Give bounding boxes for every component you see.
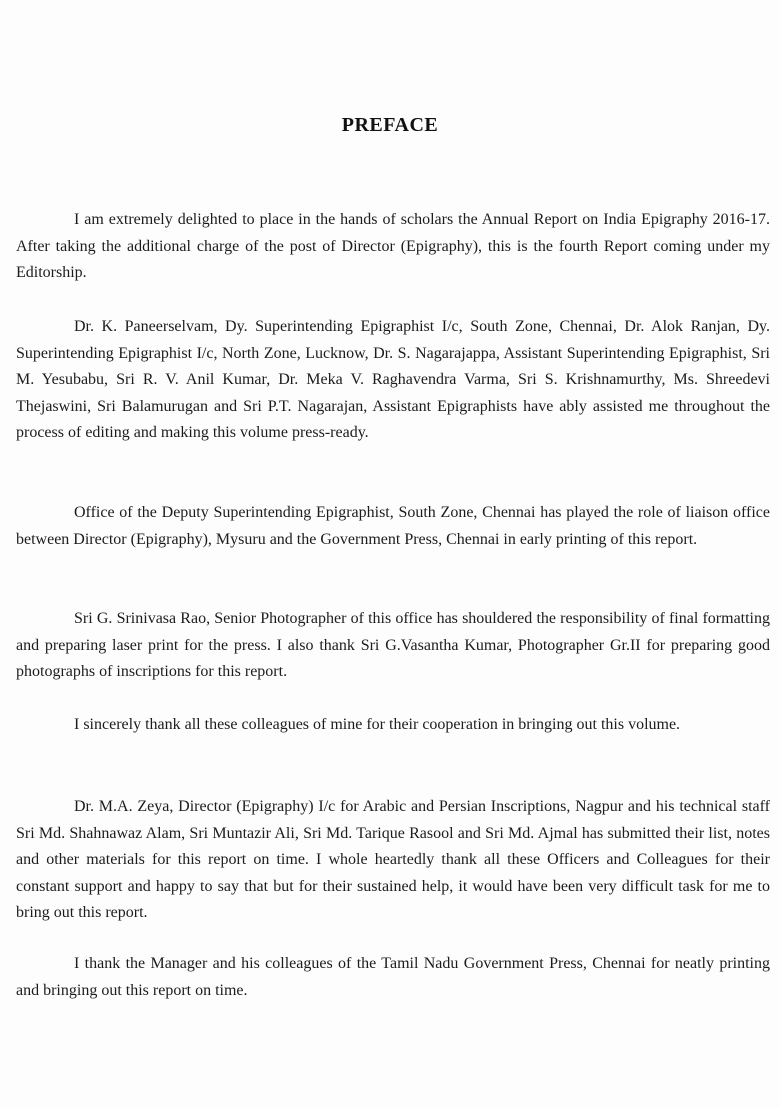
paragraph-liaison-office: Office of the Deputy Superintending Epigraphist, South Zone, Chennai has played the role of liaison office between Director (Epigraphy), Mysuru and the Government Press, Chennai in early printing of this report. <box>16 504 770 548</box>
paragraph-introduction: I am extremely delighted to place in the hands of scholars the Annual Report on India Epigraphy 2016-17. After taking the additional charge of the post of Director (Epigraphy), this is the fourth Report coming under my Editorship. <box>16 211 770 281</box>
paragraph-photographers: Sri G. Srinivasa Rao, Senior Photographer of this office has shouldered the responsibility of final formatting and preparing laser print for the press. I also thank Sri G.Vasantha Kumar, Photographer Gr.II for preparing good photographs of inscriptions for this report. <box>16 610 770 680</box>
paragraph-government-press: I thank the Manager and his colleagues of the Tamil Nadu Government Press, Chennai for neatly printing and bringing out this report on time. <box>16 955 770 999</box>
paragraph-thanks-colleagues: I sincerely thank all these colleagues of mine for their cooperation in bringing out this volume. <box>74 716 681 733</box>
page-title: PREFACE <box>341 114 439 136</box>
paragraph-arabic-persian: Dr. M.A. Zeya, Director (Epigraphy) I/c for Arabic and Persian Inscriptions, Nagpur and his technical staff Sri Md. Shahnawaz Alam, Sri Muntazir Ali, Sri Md. Tarique Rasool and Sri Md. Ajmal has submitted their list, notes and other materials for this report on time. I whole heartedly thank all these Officers and Colleagues for their constant support and happy to say that but for their sustained help, it would have been very difficult task for me to bring out this report. <box>16 798 770 921</box>
paragraph-assistants: Dr. K. Paneerselvam, Dy. Superintending Epigraphist I/c, South Zone, Chennai, Dr. Alok Ranjan, Dy. Superintending Epigraphist I/c, North Zone, Lucknow, Dr. S. Nagarajappa, Assistant Superintending Epigraphist, Sri M. Yesubabu, Sri R. V. Anil Kumar, Dr. Meka V. Raghavendra Varma, Sri S. Krishnamurthy, Ms. Shreedevi Thejaswini, Sri Balamurugan and Sri P.T. Nagarajan, Assistant Epigraphists have ably assisted me throughout the process of editing and making this volume press-ready. <box>16 318 770 441</box>
